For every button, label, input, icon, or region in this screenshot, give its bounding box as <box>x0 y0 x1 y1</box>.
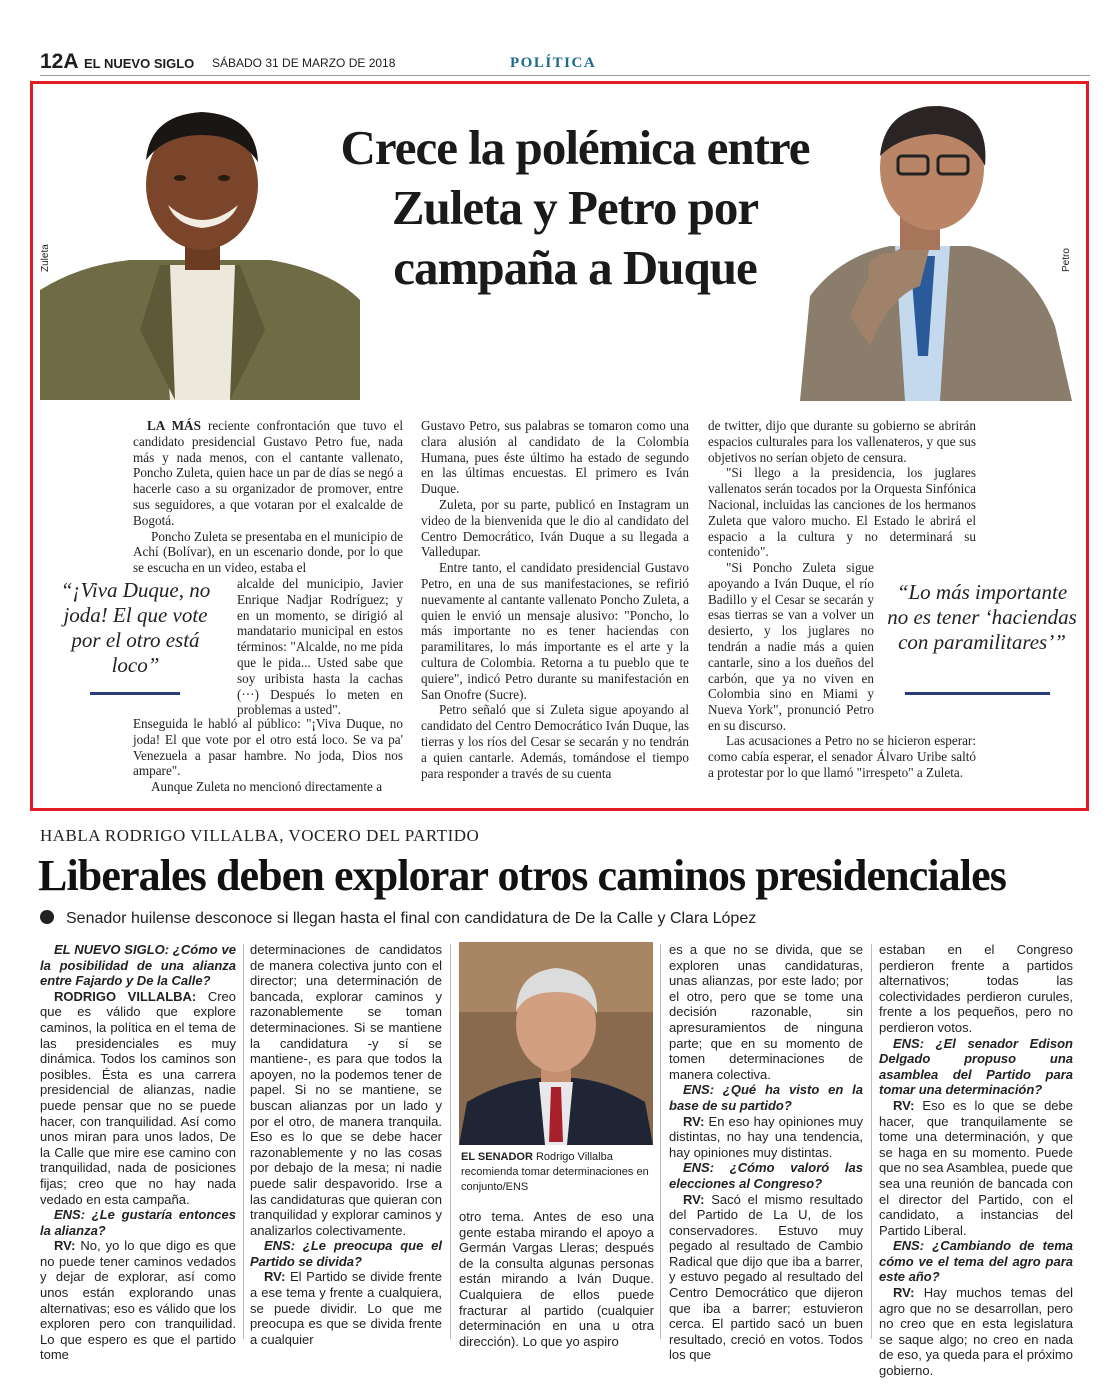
column-rule <box>660 944 661 1339</box>
story1-paragraph: de twitter, dijo que durante su gobierno se abrirán espacios culturales para los vallenateros, y que sus objetivos no serían objeto de censura. <box>708 418 976 465</box>
pull-quote-left: “¡Viva Duque, no joda! El que vote por el otro está loco” <box>60 578 211 677</box>
story1-paragraph: Petro señaló que si Zuleta sigue apoyando al candidato del Centro Democrático Iván Duque, las tierras y los ríos del Cesar se secarán y no tendrán a quien cantarle. Además, tomándose el tiempo para responder a través de su cuenta <box>421 702 689 781</box>
interview-answer: RV: Sacó el mismo resultado del Partido de La U, de los conservadores. Estuvo muy pegado al resultado de Cambio Radical que dijo que iba a barrer, y estuvo pegado al resultado del Centro Democrático que dijeron que iba a barrer; estuvieron cerca. El partido sacó un buen resultado, creció en votos. Todos los que <box>669 1191 863 1363</box>
interview-column-2 <box>250 942 442 1347</box>
zuleta-photo <box>40 100 360 400</box>
story1-paragraph: LA MÁS reciente confrontación que tuvo el candidato presidencial Gustavo Petro fue, nada más y nada menos, con el cantante vallenato, Poncho Zuleta, quien hace un par de días se negó a hacerle caso a su organizador de promover, entre sus seguidores, a que votaran por el exalcalde de Bogotá. <box>133 418 403 528</box>
interview-answer: RV: El Partido se divide frente a ese tema y frente a cualquiera, se puede dividir. Lo que me preocupa es que se divida frente a cualquier <box>250 1269 442 1347</box>
interview-answer: RV: Hay muchos temas del agro que no se desarrollan, pero no creo que en esta legislatura se saque algo; no creo en nada de eso, ya queda para el próximo gobierno. <box>879 1285 1073 1379</box>
story1-headline: Crece la polémica entre Zuleta y Petro por campaña a Duque <box>340 120 810 295</box>
story1-paragraph: Las acusaciones a Petro no se hicieron esperar: como cabía esperar, el senador Álvaro Uribe saltó a protestar por lo que llamó "irrespeto" a Zuleta. <box>708 733 976 780</box>
photo-caption: EL SENADOR Rodrigo Villalba recomienda tomar determinaciones en conjunto/ENS <box>461 1151 649 1193</box>
issue-date: SÁBADO 31 DE MARZO DE 2018 <box>212 56 396 70</box>
story1-paragraph: Aunque Zuleta no mencionó directamente a <box>151 779 383 795</box>
interview-question: ENS: ¿Le preocupa que el Partido se divida? <box>250 1238 442 1269</box>
column-rule <box>871 944 872 1339</box>
story1-paragraph: Entre tanto, el candidato presidencial Gustavo Petro, en una de sus manifestaciones, se refirió nuevamente al cantante vallenato Poncho Zuleta, a quien le envió un mensaje alusivo: "Poncho, lo más importante no es tener haciendas con paramilitares, lo más importante es el arte y la cultura de Colombia. Retorna a tu pueblo que te quiere", indicó Petro durante su manifestación en San Onofre (Sucre). <box>421 560 689 702</box>
interview-answer: RODRIGO VILLALBA: Creo que es válido que explore caminos, la política en el tema de las presidenciales es muy dinámica. Todos los caminos son posibles. Ésta es una carrera presidencial de alianzas, nadie puede pensar que no se puede hacer, con tranquilidad. Así como unos miran para unos lados, De la Calle que mire ese camino con tranquilidad, nada de posiciones fijas; creo que no hay nada vedado en esta campaña. <box>40 988 236 1207</box>
interview-answer: RV: No, yo lo que digo es que no puede tener caminos vedados y dejar de explorar, así como unos están explorando unas alternativas; eso es válido que los exploren pero con tranquilidad. Lo que espero es que el partido tome <box>40 1238 236 1363</box>
column-rule <box>450 944 451 1339</box>
interview-answer: determinaciones de candidatos de manera colectiva junto con el director; una determinación de bancada, explorar caminos y razonablemente se toman determinaciones. Si se mantiene la candidatura -y sí se mantiene-, es para que todos la apoyen, no la podemos tener de papel. Si no se mantiene, se buscan alianzas por un lado y por el otro, de manera tranquila. Eso es lo que se debe hacer razonablemente y no las cosas por debajo de la mesa; ni nadie puede salir despavorido. Irse a las candidaturas que quieran con tranquilidad y explorar caminos y analizarlos colectivamente. <box>250 942 442 1238</box>
story1-column-1-wrap <box>237 576 403 718</box>
interview-question: ENS: ¿Cómo valoró las elecciones al Congreso? <box>669 1160 863 1191</box>
interview-answer: es a que no se divida, que se exploren unas candidaturas, unas alianzas, por este lado; por el otro, pero que se tome una decisión razonable, sin apresuramientos de ninguna parte; que en su momento de tomen determinaciones de manera colectiva. <box>669 942 863 1082</box>
page-header <box>40 50 1090 76</box>
interview-question: EL NUEVO SIGLO: ¿Cómo ve la posibilidad de una alianza entre Fajardo y De la Calle? <box>40 942 236 989</box>
story1-column-3-wrap <box>708 560 874 734</box>
interview-question: ENS: ¿Le gustaría entonces la alianza? <box>40 1207 236 1238</box>
interview-question: ENS: ¿El senador Edison Delgado propuso una asamblea del Partido para tomar una determinación? <box>879 1035 1073 1098</box>
story2-headline: Liberales deben explorar otros caminos presidenciales <box>38 851 1006 900</box>
interview-question: ENS: ¿Qué ha visto en la base de su partido? <box>669 1082 863 1113</box>
story2-subhead: Senador huilense desconoce si llegan hasta el final con candidatura de De la Calle y Clara López <box>40 910 756 928</box>
story1-column-2 <box>421 418 689 781</box>
pull-quote-rule <box>90 692 180 695</box>
story2-kicker: HABLA RODRIGO VILLALBA, VOCERO DEL PARTIDO <box>40 826 480 845</box>
zuleta-photo-credit: Zuleta <box>40 244 51 272</box>
section-title: POLÍTICA <box>510 55 597 71</box>
lead-in: LA MÁS <box>147 418 201 433</box>
interview-column-4 <box>669 942 863 1363</box>
story1-paragraph: Gustavo Petro, sus palabras se tomaron como una clara alusión al candidato de la Colombia Humana, pues éste último ha estado de segundo en las últimas encuestas. El primero es Iván Duque. <box>421 418 689 497</box>
story1-paragraph: alcalde del municipio, Javier Enrique Nadjar Rodríguez; y en un momento, se dirigió al mandatario municipal en estos términos: "Alcalde, no me pida que le pida... Usted sabe que soy uribista hasta la cachas (···) Después lo meten en problemas a usted". <box>237 576 403 718</box>
column-rule <box>243 944 244 1339</box>
interview-answer: estaban en el Congreso perdieron frente a partidos alternativos; todas las colectividades perdieron curules, frente a los pequeños, pero no perdieron votos. <box>879 942 1073 1035</box>
story1-paragraph: Poncho Zuleta se presentaba en el municipio de Achí (Bolívar), en un escenario donde, por lo que se escucha en un video, estaba el <box>133 528 403 576</box>
petro-photo <box>800 96 1072 401</box>
interview-column-1 <box>40 942 236 1363</box>
bullet-icon <box>40 910 54 924</box>
story1-column-3-end <box>708 733 976 780</box>
pull-quote-right: “Lo más importante no es tener ‘haciendas con paramilitares’” <box>887 580 1077 654</box>
interview-answer: RV: En eso hay opiniones muy distintas, no hay una tendencia, hay opiniones muy distintas. <box>669 1113 863 1160</box>
villalba-photo <box>459 942 653 1145</box>
interview-answer: otro tema. Antes de eso una gente estaba mirando el apoyo a Germán Vargas Lleras; después de la consulta algunas personas están mirando a Iván Duque. Cualquiera de ellos puede fracturar al partido (cualquier determinación en una u otra dirección). Lo que yo aspiro <box>459 1209 654 1349</box>
story1-paragraph: "Si llego a la presidencia, los juglares vallenatos serán tocados por la Orquesta Sinfónica Nacional, incluidas las canciones de los hermanos Zuleta que valoro mucho. El Estado le abrirá el espacio a la cultura y no determinará su contenido". <box>708 465 976 560</box>
interview-column-3 <box>459 1209 654 1349</box>
page-number: 12A <box>40 50 79 73</box>
pull-quote-rule <box>905 692 1050 695</box>
story1-column-1 <box>133 418 403 576</box>
story1-column-3 <box>708 418 976 560</box>
interview-answer: RV: Eso es lo que se debe hacer, que tranquilamente se tome una determinación, y que se haga en su momento. Puede que no sea Asamblea, puede que sea una reunión de bancada con el director del Partido, con el candidato, a instancias del Partido Liberal. <box>879 1097 1073 1238</box>
story1-column-1-end <box>133 716 403 795</box>
interview-column-5 <box>879 942 1073 1379</box>
newspaper-name: EL NUEVO SIGLO <box>84 56 195 71</box>
story1-paragraph: "Si Poncho Zuleta sigue apoyando a Iván Duque, el río Badillo y el Cesar se secarán y esas tierras se van a volver un desierto, y los juglares no tendrán a nadie más a quien cantarle, sino a los dueños del carbón, que ya no viven en Colombia sino en Miami y Nueva York", pronunció Petro en su discurso. <box>708 560 874 733</box>
petro-photo-credit: Petro <box>1061 248 1072 272</box>
interview-question: ENS: ¿Cambiando de tema cómo ve el tema del agro para este año? <box>879 1238 1073 1285</box>
story1-paragraph: Zuleta, por su parte, publicó en Instagram un video de la bienvenida que le dio al candidato del Centro Democrático, Iván Duque a su llegada a Valledupar. <box>421 496 689 560</box>
story1-paragraph: Enseguida le habló al público: "¡Viva Duque, no joda! El que vote por el otro está loco. Se va pa' Venezuela a pasar hambre. No joda, Dios nos ampare". <box>133 716 403 779</box>
